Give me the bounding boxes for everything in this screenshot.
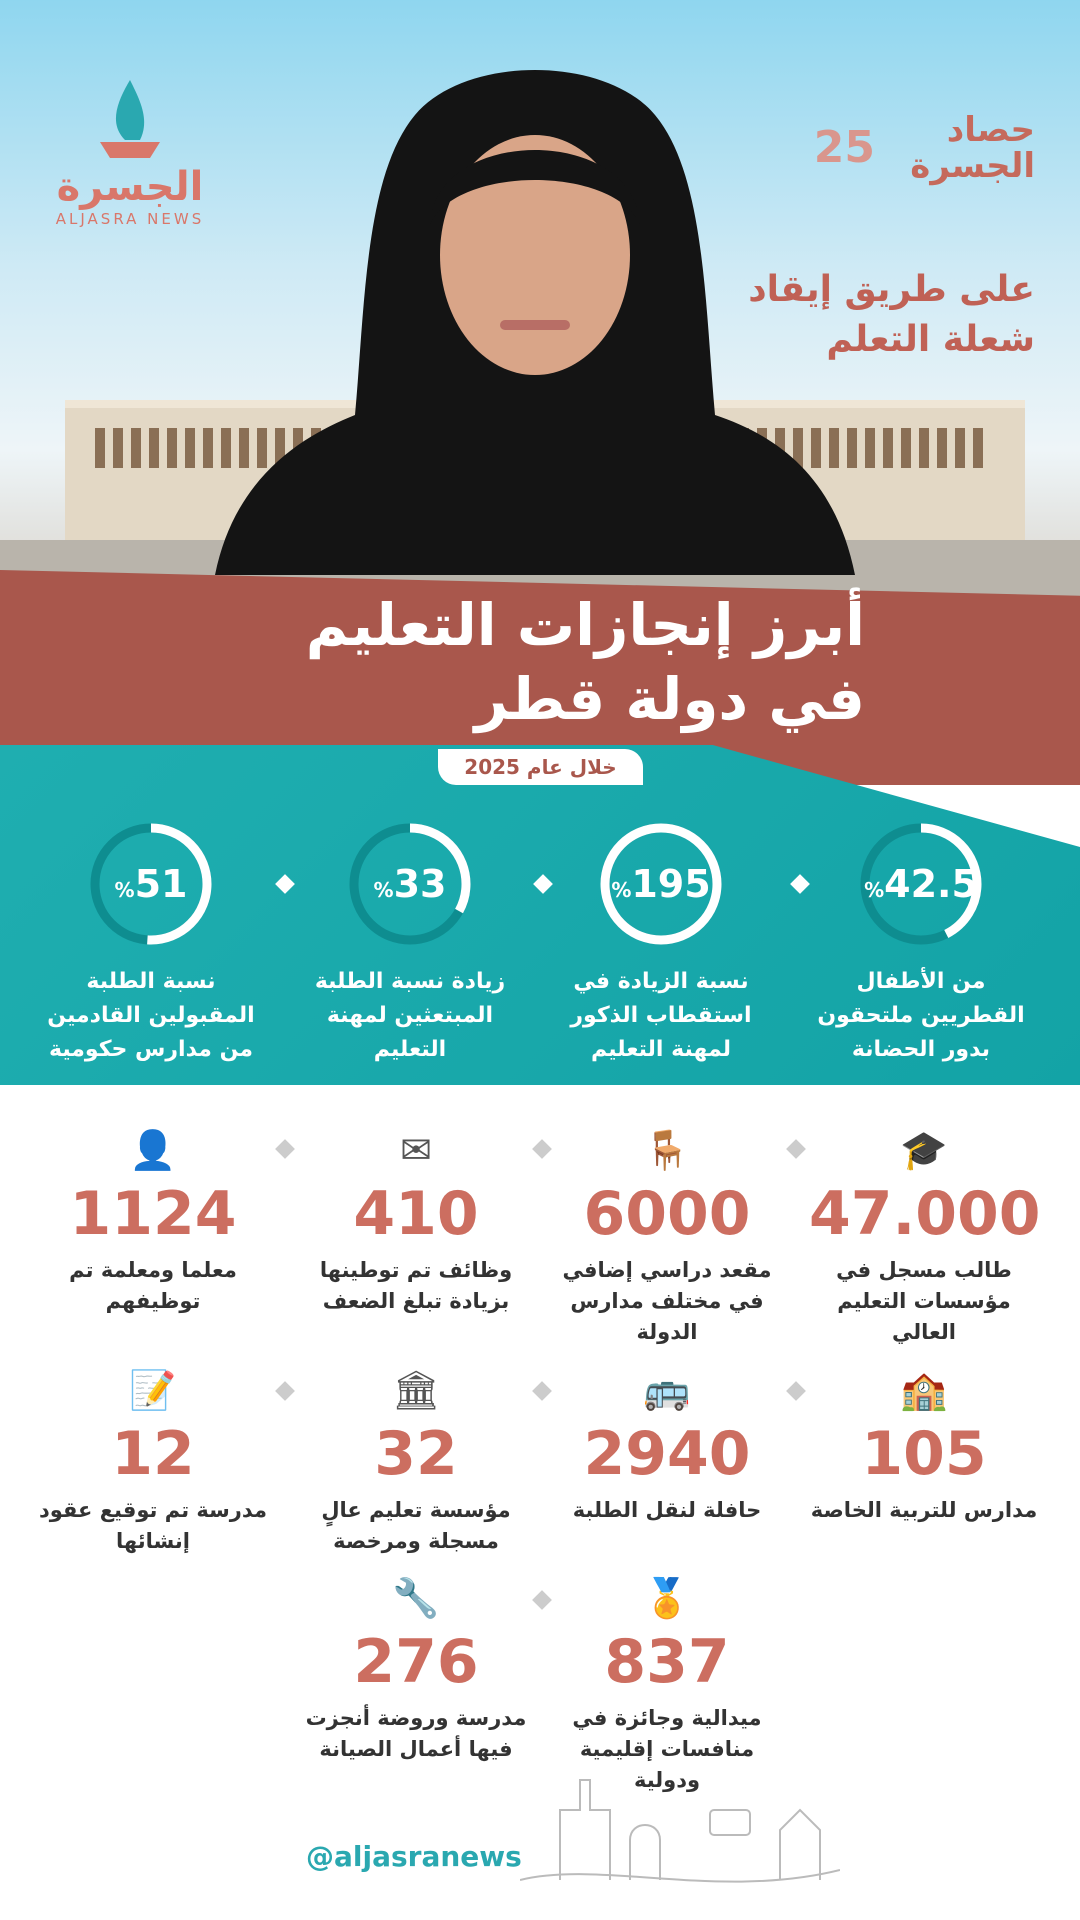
diamond-separator [786, 1139, 806, 1159]
year-badge: خلال عام 2025 [438, 749, 643, 785]
logo-english: ALJASRA NEWS [55, 210, 205, 228]
maintenance-icon: 🔧 [392, 1576, 440, 1620]
university-icon: 🏛 [391, 1368, 441, 1412]
percent-value: 33 [393, 862, 447, 906]
stat-label: ميدالية وجائزة في منافسات إقليمية ودولية [572, 1706, 762, 1792]
stat-value: 32 [374, 1419, 458, 1489]
percent-unit: % [114, 878, 135, 902]
job-envelope-icon: ✉ [400, 1128, 432, 1172]
stat-value: 2940 [583, 1419, 751, 1489]
percent-circle [89, 822, 213, 946]
teacher-icon: 👤 [129, 1128, 177, 1172]
tagline-line: على طريق إيقاد [748, 269, 1035, 310]
title-line: أبرز إنجازات التعليم [305, 591, 865, 659]
percent-label: نسبة الزيادة في استقطاب الذكور لمهنة التعليم [570, 969, 752, 1062]
stat-item [301, 1125, 531, 1317]
stat-label: معلما ومعلمة تم توظيفهم [69, 1258, 237, 1313]
tagline [748, 265, 1035, 365]
page-title [306, 588, 865, 736]
social-handle[interactable]: @aljasranews [306, 1840, 522, 1873]
school-building-icon: 🏫 [900, 1368, 948, 1412]
percent-circle [599, 822, 723, 946]
contract-icon: 📝 [129, 1368, 177, 1412]
percent-label: نسبة الطلبة المقبولين القادمين من مدارس حكومية [47, 969, 255, 1062]
stat-label: طالب مسجل في مؤسسات التعليم العالي [836, 1258, 1012, 1344]
stat-label: مؤسسة تعليم عالٍ مسجلة ومرخصة [321, 1498, 511, 1553]
percent-circle [348, 822, 472, 946]
series-number: 25 [813, 122, 875, 173]
percent-unit: % [611, 878, 632, 902]
percent-circle [859, 822, 983, 946]
school-desk-icon: 🪑 [643, 1128, 691, 1172]
diamond-separator [532, 1381, 552, 1401]
stat-item [809, 1125, 1039, 1348]
tagline-line: شعلة التعلم [826, 319, 1035, 360]
graduate-icon: 🎓 [900, 1128, 948, 1172]
diamond-separator [275, 1139, 295, 1159]
stat-item [552, 1365, 782, 1526]
stat-item [38, 1365, 268, 1557]
stat-value: 837 [604, 1627, 730, 1697]
percent-value: 42.5 [884, 862, 978, 906]
medal-icon: 🏅 [643, 1576, 691, 1620]
series-title-block [814, 112, 1035, 184]
bus-icon: 🚌 [643, 1368, 691, 1412]
stat-item [552, 1573, 782, 1796]
series-title: حصاد الجسرة [910, 110, 1035, 186]
logo-arabic: الجسرة [56, 164, 204, 210]
stat-item [552, 1125, 782, 1348]
percent-unit: % [373, 878, 394, 902]
stat-label: مقعد دراسي إضافي في مختلف مدارس الدولة [562, 1258, 772, 1344]
stat-value: 47.000 [809, 1179, 1041, 1249]
stat-item [809, 1365, 1039, 1526]
stat-label: وظائف تم توطينها بزيادة تبلغ الضعف [319, 1258, 513, 1313]
stat-value: 6000 [583, 1179, 751, 1249]
aljasra-logo [40, 80, 220, 228]
skyline-illustration [520, 1770, 840, 1900]
stat-item [301, 1573, 531, 1765]
stat-item [38, 1125, 268, 1317]
stat-value: 105 [861, 1419, 987, 1489]
percent-unit: % [864, 878, 885, 902]
percent-value: 51 [134, 862, 188, 906]
stat-value: 12 [111, 1419, 195, 1489]
stat-label: حافلة لنقل الطلبة [572, 1498, 762, 1522]
diamond-separator [532, 1590, 552, 1610]
stat-item [301, 1365, 531, 1557]
percent-value: 195 [631, 862, 711, 906]
stat-label: مدارس للتربية الخاصة [810, 1498, 1038, 1522]
sail-boat-icon [95, 80, 165, 160]
diamond-separator [532, 1139, 552, 1159]
stat-value: 276 [353, 1627, 479, 1697]
percent-label: زيادة نسبة الطلبة المبتعثين لمهنة التعليم [314, 969, 506, 1062]
diamond-separator [786, 1381, 806, 1401]
stat-value: 410 [353, 1179, 479, 1249]
title-line: في دولة قطر [474, 665, 865, 733]
diamond-separator [275, 1381, 295, 1401]
stat-label: مدرسة وروضة أنجزت فيها أعمال الصيانة [305, 1706, 527, 1761]
stat-value: 1124 [69, 1179, 237, 1249]
stat-label: مدرسة تم توقيع عقود إنشائها [38, 1498, 268, 1553]
percent-label: من الأطفال القطريين ملتحقون بدور الحضانة [817, 969, 1025, 1062]
